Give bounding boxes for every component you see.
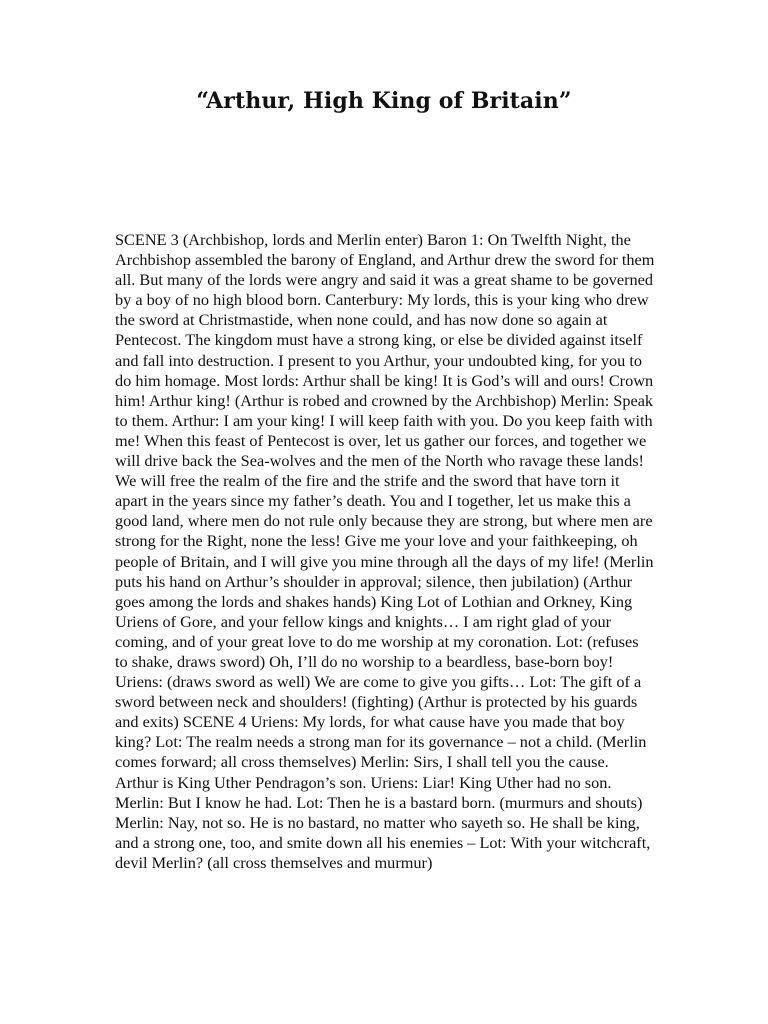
document-title: “Arthur, High King of Britain”: [196, 88, 572, 114]
document-body-paragraph: SCENE 3 (Archbishop, lords and Merlin enter) Baron 1: On Twelfth Night, the Archbishop assembled the barony of England, and Arthur drew the sword for them all. But many of the lords were angry and said it was a great shame to be governed by a boy of no high blood born. Canterbury: My lords, this is your king who drew the sword at Christmastide, when none could, and has now done so again at Pentecost. The kingdom must have a strong king, or else be divided against itself and fall into destruction. I present to you Arthur, your undoubted king, for you to do him homage. Most lords: Arthur shall be king! It is God’s will and ours! Crown him! Arthur king! (Arthur is robed and crowned by the Archbishop) Merlin: Speak to them. Arthur: I am your king! I will keep faith with you. Do you keep faith with me! When this feast of Pentecost is over, let us gather our forces, and together we will drive back the Sea-wolves and the men of the North who ravage these lands! We will free the realm of the fire and the strife and the sword that have torn it apart in the years since my father’s death. You and I together, let us make this a good land, where men do not rule only because they are strong, but where men are strong for the Right, none the less! Give me your love and your faithkeeping, oh people of Britain, and I will give you mine through all the days of my life! (Merlin puts his hand on Arthur’s shoulder in approval; silence, then jubilation) (Arthur goes among the lords and shakes hands) King Lot of Lothian and Orkney, King Uriens of Gore, and your fellow kings and knights… I am right glad of your coming, and of your great love to do me worship at my coronation. Lot: (refuses to shake, draws sword) Oh, I’ll do no worship to a beardless, base-born boy! Uriens: (draws sword as well) We are come to give you gifts… Lot: The gift of a sword between neck and shoulders! (fighting) (Arthur is protected by his guards and exits) SCENE 4 Uriens: My lords, for what cause have you made that boy king? Lot: The realm needs a strong man for its governance – not a child. (Merlin comes forward; all cross themselves) Merlin: Sirs, I shall tell you the cause. Arthur is King Uther Pendragon’s son. Uriens: Liar! King Uther had no son. Merlin: But I know he had. Lot: Then he is a bastard born. (murmurs and shouts) Merlin: Nay, not so. He is no bastard, no matter who sayeth so. He shall be king, and a strong one, too, and smite down all his enemies – Lot: With your witchcraft, devil Merlin? (all cross themselves and murmur): [115, 230, 655, 872]
